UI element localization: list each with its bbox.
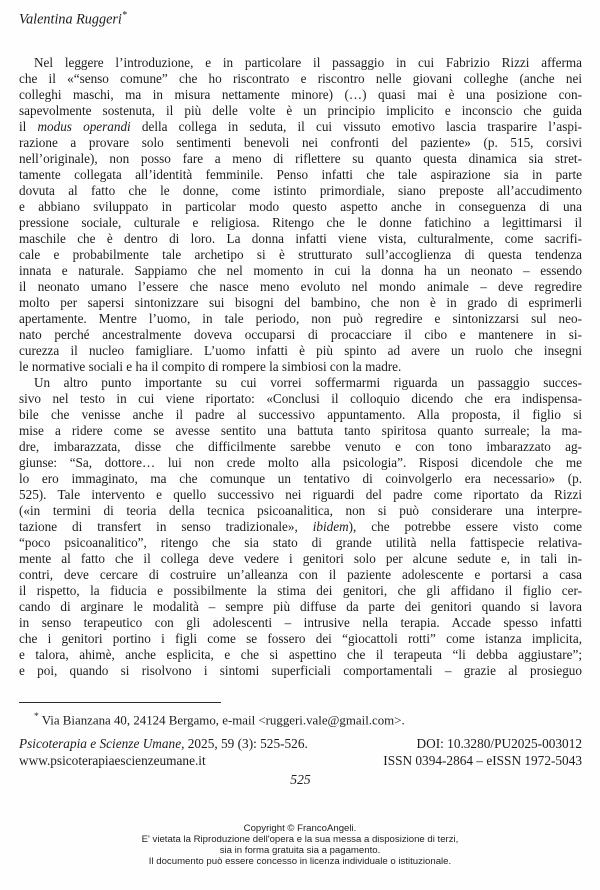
body-line — [19, 535, 582, 551]
text-run: mise a ridere come se avesse sentito una battuta tanto spiritosa quanto surreale; la ma- — [19, 423, 582, 438]
text-run: sivo nel testo in cui viene riportato: «Conclusi il colloquio dicendo che era indispensa- — [19, 391, 582, 406]
text-run: il — [19, 119, 38, 134]
body-line — [19, 551, 582, 567]
page-number: 525 — [290, 772, 311, 787]
body-line — [19, 263, 582, 279]
text-run: cale e probabilmente tale archetipo si è strutturato sull’accoglienza di questa tendenza — [19, 247, 582, 262]
footnote-marker: * — [34, 712, 39, 722]
text-run: tazione di transfert in senso tradizionale», — [19, 519, 313, 534]
body-line — [19, 567, 582, 583]
body-line — [19, 103, 582, 119]
text-run: maschile che è dentro di loro. La donna infatti viene vista, culturalmente, come sacrifi- — [19, 231, 582, 246]
text-run: tamente collegata all’identità femminile. Penso infatti che tale aspirazione sia in parte — [19, 167, 582, 182]
body-line — [19, 199, 582, 215]
copyright-notice — [0, 823, 600, 867]
text-run: apertamente. Mentre l’uomo, in tale periodo, non può regredire e sintonizzarsi sul neo- — [19, 311, 582, 326]
journal-info — [19, 736, 582, 769]
body-line — [19, 519, 582, 535]
body-line — [19, 295, 582, 311]
text-run: giunse: “Sa, dottore… lui non crede molto alla psicologia”. Risposi dicendole che me — [19, 455, 582, 470]
body-line — [19, 231, 582, 247]
footnote-text: Via Bianzana 40, 24124 Bergamo, e-mail <ruggeri.vale@gmail.com>. — [38, 713, 405, 728]
body-line — [19, 455, 582, 471]
body-line — [19, 599, 582, 615]
text-run: Nel leggere l’introduzione, e in particolare il passaggio in cui Fabrizio Rizzi afferma — [34, 55, 582, 70]
journal-info-row-1 — [19, 736, 582, 753]
text-run: cando di arginare le modalità – sempre più diffuse da parte dei genitori quando si lavora — [19, 599, 582, 614]
text-run: le normative sociali e ha il compito di rompere la simbiosi con la madre. — [19, 359, 402, 374]
text-run: razione a provare solo sentimenti benevoli nei confronti del paziente» (p. 515, corsivi — [19, 135, 582, 150]
journal-citation-rest: , 2025, 59 (3): 525-526. — [181, 736, 308, 751]
body-line — [19, 135, 582, 151]
body-line — [19, 631, 582, 647]
text-run: che il «“senso comune” che ho riscontrato e riscontro nelle giovani colleghe (anche nei — [19, 71, 582, 86]
body-line — [19, 119, 582, 135]
italic-text-run: modus operandi — [37, 119, 131, 134]
italic-text-run: ibidem — [312, 519, 349, 534]
body-text — [19, 55, 582, 679]
body-line — [19, 439, 582, 455]
body-line — [19, 215, 582, 231]
text-run: Un altro punto importante su cui vorrei soffermarmi riguarda un passaggio succes- — [34, 375, 582, 390]
body-line — [19, 151, 582, 167]
author-name-text: Valentina Ruggeri — [19, 11, 122, 28]
journal-doi: DOI: 10.3280/PU2025-003012 — [416, 736, 582, 751]
text-run: («in termini di teoria della tecnica psicoanalitica, non si può considerare una interpre- — [19, 503, 582, 518]
text-run: e abbiano sviluppato in particolar modo questo aspetto anche in conseguenza di una — [19, 199, 582, 214]
body-line — [19, 615, 582, 631]
body-line — [19, 647, 582, 663]
text-run: colleghi maschi, ma in misura nettamente minore) (…) quasi mai è una posizione con- — [19, 87, 582, 102]
text-run: il rispetto, la fiducia e possibilmente la stima dei genitori, che gli affidano il figlio cer- — [19, 583, 582, 598]
body-line — [19, 487, 582, 503]
copyright-line: Il documento può essere concesso in licenza individuale o istituzionale. — [148, 856, 452, 867]
body-line — [19, 71, 582, 87]
text-run: in senso terapeutico con gli adolescenti – intrusive nella terapia. Accade spesso infatti — [19, 615, 582, 630]
body-line — [19, 55, 582, 71]
text-run: lo ero immaginato, ma che comunque un tentativo di coinvolgerlo era necessario» (p. — [19, 471, 582, 486]
text-run: nell’originale), non posso fare a meno di riflettere su quanto questa dinamica sia stret- — [19, 151, 582, 166]
body-line — [19, 391, 582, 407]
text-run: curezza il nucleo famigliare. L’uomo infatti è più spinto ad avere un ruolo che insegni — [19, 343, 582, 358]
text-run: “poco psicoanalitico”, ritengo che sia stato di grande utilità nella fattispecie relativa- — [19, 535, 582, 550]
body-line — [19, 343, 582, 359]
text-run: bile che venisse anche il padre al successivo appuntamento. Alla proposta, il figlio si — [19, 407, 582, 422]
body-line — [19, 583, 582, 599]
text-run: contri, deve cercare di costruire un’alleanza con il paziente adolescente e portarsi a casa — [19, 567, 582, 582]
body-line — [19, 183, 582, 199]
text-run: dovuta al fatto che le donne, come istinto primordiale, siano preposte all’accudimento — [19, 183, 582, 198]
journal-title: Psicoterapia e Scienze Umane — [19, 736, 182, 751]
body-line — [19, 471, 582, 487]
text-run: sapevolmente sostenuta, il più delle volte è un principio implicito e inconscio che guida — [19, 103, 582, 118]
copyright-line: Copyright © FrancoAngeli. — [243, 823, 357, 834]
journal-issn: ISSN 0394-2864 – eISSN 1972-5043 — [383, 752, 582, 768]
body-line — [19, 247, 582, 263]
journal-info-row-2 — [19, 753, 582, 770]
text-run: innata e naturale. Sappiamo che nel momento in cui la donna ha un neonato – essendo — [19, 263, 582, 278]
body-line — [19, 407, 582, 423]
body-line — [19, 167, 582, 183]
text-run: dre, imbarazzata, disse che difficilmente sarebbe venuto e con tono imbarazzato ag- — [19, 439, 582, 454]
body-line — [19, 311, 582, 327]
journal-citation — [19, 736, 308, 753]
journal-url: www.psicoterapiaescienzeumane.it — [19, 752, 206, 768]
text-run: 525). Tale intervento e quello successivo nei riguardi del padre come riportato da Rizzi — [19, 487, 582, 502]
body-line — [19, 423, 582, 439]
text-run: nato perché ancestralmente doveva occuparsi di procacciare il cibo e mantenere in si- — [19, 327, 582, 342]
footnote — [19, 710, 582, 728]
text-run: il neonato umano l’essere che nasce meno evoluto nel mondo animale – deve regredire — [19, 279, 582, 294]
body-line — [19, 359, 582, 375]
text-run: della collega in seduta, il cui vissuto emotivo lascia trasparire l’aspi- — [130, 119, 582, 134]
footnote-separator-rule — [19, 702, 221, 703]
body-line — [19, 375, 582, 391]
body-line — [19, 327, 582, 343]
author-name — [19, 10, 127, 29]
body-line — [19, 663, 582, 679]
text-run: molto per sapersi sintonizzare sui bisogni del bambino, che non è in grado di esprimerli — [19, 295, 582, 310]
copyright-line: sia in forma gratuita sia a pagamento. — [219, 845, 381, 856]
text-run: e talora, ahimè, anche esplicita, e che si aspettino che il terapeuta “li debba aggiustare”; — [19, 647, 582, 662]
text-run: e poi, quando si risolvono i sintomi superficiali comportamentali – grazie al prosieguo — [19, 663, 582, 678]
body-line — [19, 503, 582, 519]
author-footnote-marker: * — [121, 10, 127, 21]
text-run: mente al fatto che il collega deve vedere i genitori solo per alcune sedute e, in tali in- — [19, 551, 582, 566]
body-line — [19, 87, 582, 103]
text-run: pressione sociale, culturale e religiosa. Ritengo che le donne fatichino a legittimarsi il — [19, 215, 582, 230]
body-line — [19, 279, 582, 295]
text-run: ), che potrebbe essere visto come — [348, 519, 582, 534]
copyright-line: E' vietata la Riproduzione dell'opera e la sua messa a disposizione di terzi, — [141, 834, 459, 845]
text-run: che i genitori portino i figli come se fossero dei “giocattoli rotti” come istanza implicita, — [19, 631, 582, 646]
